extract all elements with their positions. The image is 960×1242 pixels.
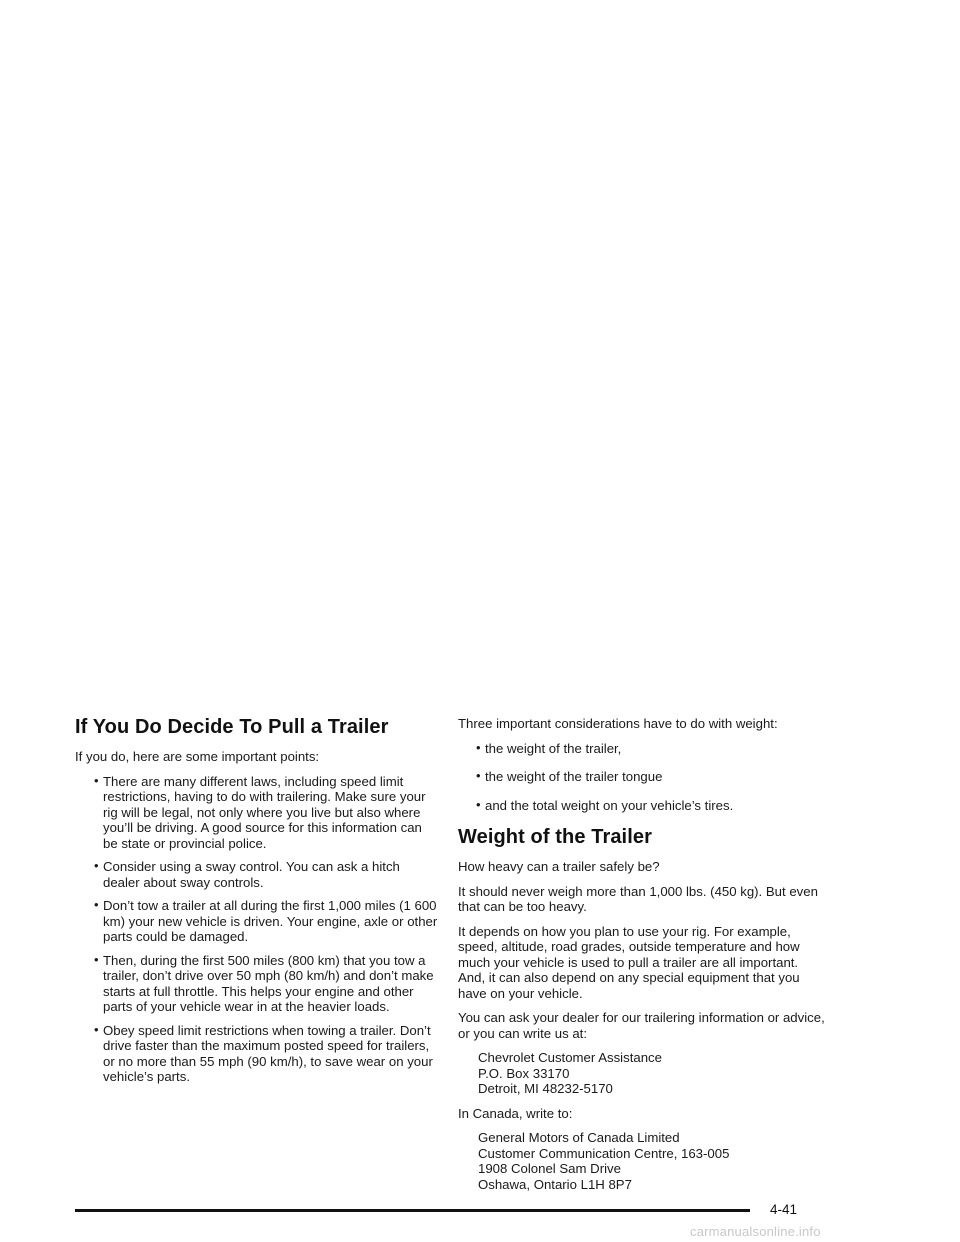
address-line: P.O. Box 33170: [478, 1065, 570, 1081]
left-column: [75, 716, 440, 1093]
paragraph: You can ask your dealer for our trailering information or advice, or you can write us at:: [458, 1010, 825, 1041]
address-line: Customer Communication Centre, 163-005: [478, 1145, 730, 1161]
address-line: General Motors of Canada Limited: [478, 1130, 680, 1145]
canada-address-block: [458, 1130, 828, 1192]
list-item: • Consider using a sway control. You can ask a hitch dealer about sway controls.: [94, 858, 400, 890]
list-item: • There are many different laws, including speed limit restrictions, having to do with trailering. Make sure your rig will be legal, not only where you live but also where you’ll be driving. A good source for this information can be state or provincial police.: [94, 772, 426, 851]
list-item: • Obey speed limit restrictions when towing a trailer. Don’t drive faster than the maximum posted speed for trailers, or no more than 55 mph (90 km/h), to save wear on your vehicle’s parts.: [94, 1021, 433, 1084]
list-item: • the weight of the trailer tongue: [476, 768, 663, 784]
paragraph: How heavy can a trailer safely be?: [458, 859, 660, 874]
weight-considerations-intro: Three important considerations have to do with weight:: [458, 716, 778, 731]
bullet-icon: •: [94, 1021, 99, 1037]
section-heading-weight-of-trailer: Weight of the Trailer: [458, 826, 652, 848]
list-item: • the weight of the trailer,: [476, 739, 622, 756]
left-bullet-list: [75, 774, 440, 1085]
address-line: Chevrolet Customer Assistance: [478, 1050, 662, 1065]
address-line: Detroit, MI 48232-5170: [478, 1081, 613, 1096]
right-bullet-list: [458, 741, 828, 814]
paragraph: It should never weigh more than 1,000 lbs. (450 kg). But even that can be too heavy.: [458, 883, 818, 914]
right-column: [458, 716, 828, 1201]
bullet-icon: •: [94, 858, 99, 873]
us-address-block: [458, 1050, 828, 1097]
list-item: • and the total weight on your vehicle’s tires.: [476, 796, 734, 813]
watermark: carmanualsonline.info: [690, 1224, 821, 1239]
address-line: Oshawa, Ontario L1H 8P7: [478, 1176, 632, 1192]
canada-intro: In Canada, write to:: [458, 1105, 573, 1121]
bullet-icon: •: [476, 739, 481, 755]
section-heading-pull-trailer: If You Do Decide To Pull a Trailer: [75, 716, 389, 738]
page-number: 4-41: [770, 1202, 798, 1217]
bullet-icon: •: [476, 796, 481, 812]
bullet-icon: •: [94, 951, 99, 967]
address-line: 1908 Colonel Sam Drive: [478, 1161, 621, 1176]
bullet-icon: •: [94, 772, 99, 788]
list-item: • Don’t tow a trailer at all during the first 1,000 miles (1 600 km) your new vehicle is driven. Your engine, axle or other parts could be damaged.: [94, 897, 438, 944]
footer-rule: [75, 1209, 750, 1212]
list-item: • Then, during the first 500 miles (800 km) that you tow a trailer, don’t drive over 50 mph (80 km/h) and don’t make starts at full throttle. This helps your engine and other parts of your vehicle wear in at the heavier loads.: [94, 951, 434, 1014]
bullet-icon: •: [476, 768, 481, 783]
left-intro: If you do, here are some important points:: [75, 749, 320, 764]
bullet-icon: •: [94, 897, 99, 912]
paragraph: It depends on how you plan to use your rig. For example, speed, altitude, road grades, outside temperature and how much your vehicle is used to pull a trailer are all important. And, it can also depend on any special equipment that you have on your vehicle.: [458, 923, 800, 1001]
